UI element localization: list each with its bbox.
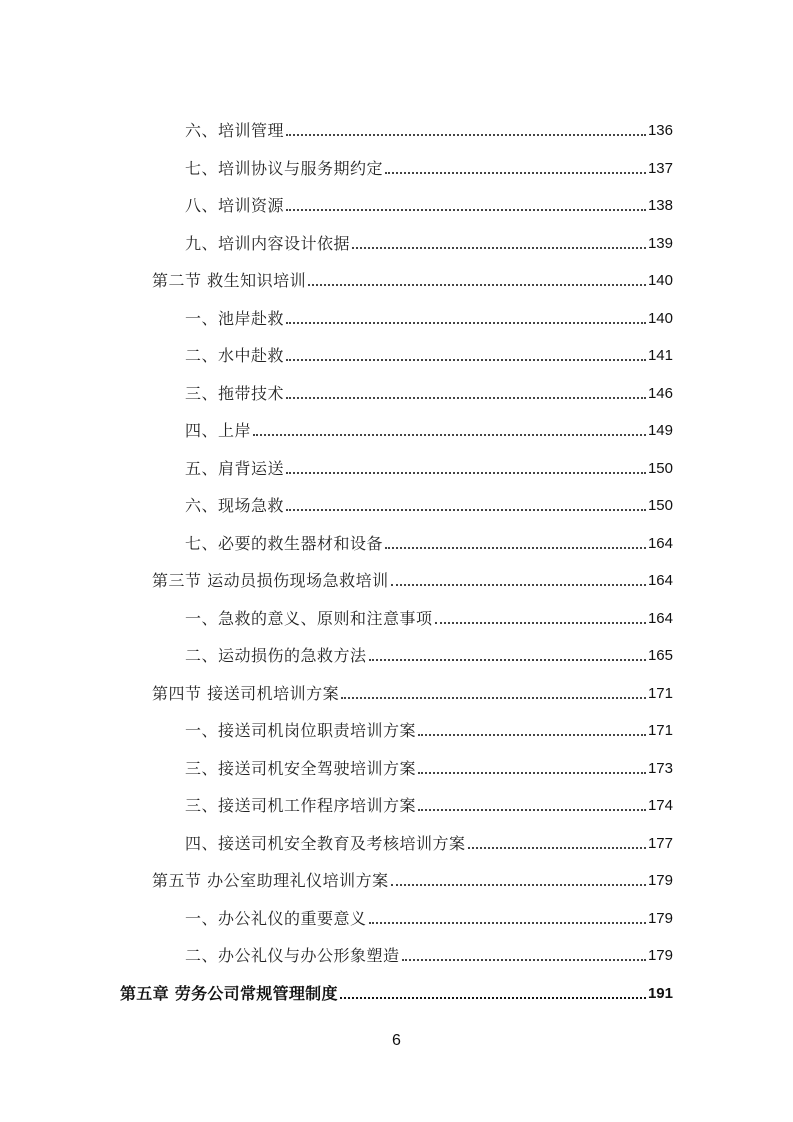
toc-entry-title: 二、办公礼仪与办公形象塑造 (185, 946, 400, 965)
toc-entry-page: 150 (647, 497, 673, 514)
dot-leader (286, 304, 646, 334)
toc-entry[interactable] (185, 229, 673, 259)
dot-leader (418, 754, 646, 784)
toc-entry-title: 四、上岸 (185, 421, 252, 440)
toc-entry[interactable] (185, 829, 673, 859)
dot-leader (402, 941, 646, 971)
toc-entry-page: 173 (647, 759, 673, 777)
toc-entry[interactable] (185, 754, 673, 784)
toc-entry-title: 八、培训资源 (185, 196, 285, 215)
toc-entry-page: 141 (647, 347, 673, 364)
toc-entry[interactable] (185, 791, 673, 821)
toc-entry-title: 二、水中赴救 (185, 346, 285, 365)
dot-leader (286, 454, 646, 484)
toc-entry-page: 174 (647, 797, 673, 814)
dot-leader (286, 379, 646, 409)
dot-leader (286, 341, 646, 371)
dot-leader (341, 679, 646, 709)
toc-entry-title: 一、接送司机岗位职责培训方案 (185, 721, 417, 740)
toc-entry-page: 139 (647, 234, 673, 252)
toc-entry-page: 171 (647, 684, 673, 702)
toc-entry-title: 第三节 运动员损伤现场急救培训 (152, 571, 389, 590)
page-number: 6 (392, 1032, 401, 1049)
toc-entry[interactable] (185, 904, 673, 934)
toc-entry-page: 146 (647, 384, 673, 402)
dot-leader (286, 491, 646, 521)
dot-leader (385, 529, 646, 559)
toc-entry-page: 150 (647, 459, 673, 477)
toc-entry-section[interactable] (152, 866, 673, 896)
toc-entry-page: 164 (647, 534, 673, 552)
toc-entry-title: 一、急救的意义、原则和注意事项 (185, 608, 433, 628)
toc-entry-section[interactable] (152, 266, 673, 296)
toc-entry-title: 三、接送司机安全驾驶培训方案 (185, 758, 417, 778)
dot-leader (391, 566, 646, 596)
dot-leader (385, 154, 646, 184)
toc-entry-title: 六、现场急救 (185, 496, 285, 515)
toc-entry[interactable] (185, 191, 673, 221)
toc-entry-page: 164 (647, 572, 673, 589)
toc-entry-page: 136 (647, 122, 673, 139)
toc-entry-title: 第五节 办公室助理礼仪培训方案 (152, 871, 389, 890)
toc-entry-page: 179 (647, 947, 673, 964)
toc-entry-title: 三、接送司机工作程序培训方案 (185, 796, 417, 815)
toc-entry[interactable] (185, 454, 673, 484)
toc-entry-section[interactable] (152, 679, 673, 709)
toc-entry[interactable] (185, 941, 673, 971)
toc-entry-page: 140 (647, 309, 673, 327)
dot-leader (468, 829, 646, 859)
toc-entry-title: 三、拖带技术 (185, 383, 285, 403)
toc-entry-title: 六、培训管理 (185, 121, 285, 140)
dot-leader (352, 229, 646, 259)
dot-leader (286, 116, 646, 146)
toc-entry-page: 140 (647, 272, 673, 289)
toc-entry[interactable] (185, 416, 673, 446)
dot-leader (308, 266, 646, 296)
toc-entry-page: 149 (647, 422, 673, 439)
toc-entry-title: 第二节 救生知识培训 (152, 271, 307, 290)
toc-entry-title: 四、接送司机安全教育及考核培训方案 (185, 833, 466, 853)
dot-leader (369, 904, 646, 934)
toc-entry-chapter[interactable] (120, 979, 673, 1009)
toc-entry[interactable] (185, 304, 673, 334)
dot-leader (286, 191, 646, 221)
dot-leader (418, 791, 646, 821)
dot-leader (391, 866, 646, 896)
dot-leader (418, 716, 646, 746)
toc-entry[interactable] (185, 716, 673, 746)
toc-entry-page: 165 (647, 647, 673, 664)
toc-entry-title: 第四节 接送司机培训方案 (152, 683, 340, 703)
toc-entry-page: 164 (647, 609, 673, 627)
toc-entry-title: 一、办公礼仪的重要意义 (185, 908, 367, 928)
toc-entry[interactable] (185, 641, 673, 671)
toc-entry[interactable] (185, 604, 673, 634)
toc-entry-page: 138 (647, 197, 673, 214)
toc-entry[interactable] (185, 379, 673, 409)
toc-entry[interactable] (185, 491, 673, 521)
toc-entry[interactable] (185, 341, 673, 371)
toc-entry[interactable] (185, 529, 673, 559)
toc-entry-page: 179 (647, 909, 673, 927)
toc-entry-title: 七、必要的救生器材和设备 (185, 533, 384, 553)
toc-entry[interactable] (185, 116, 673, 146)
dot-leader (340, 979, 646, 1009)
toc-entry-title: 二、运动损伤的急救方法 (185, 646, 367, 665)
toc-entry-page: 191 (647, 984, 673, 1002)
toc-entry-page: 177 (647, 834, 673, 852)
toc-entry-title: 第五章 劳务公司常规管理制度 (120, 983, 338, 1003)
toc-entry-page: 171 (647, 722, 673, 739)
toc-entry-title: 五、肩背运送 (185, 458, 285, 478)
toc-entry-title: 九、培训内容设计依据 (185, 233, 351, 253)
dot-leader (369, 641, 646, 671)
dot-leader (253, 416, 646, 446)
dot-leader (435, 604, 646, 634)
toc-entry-page: 179 (647, 872, 673, 889)
toc-entry-section[interactable] (152, 566, 673, 596)
toc-entry[interactable] (185, 154, 673, 184)
toc-entry-title: 一、池岸赴救 (185, 308, 285, 328)
toc-entry-page: 137 (647, 159, 673, 177)
toc-entry-title: 七、培训协议与服务期约定 (185, 158, 384, 178)
